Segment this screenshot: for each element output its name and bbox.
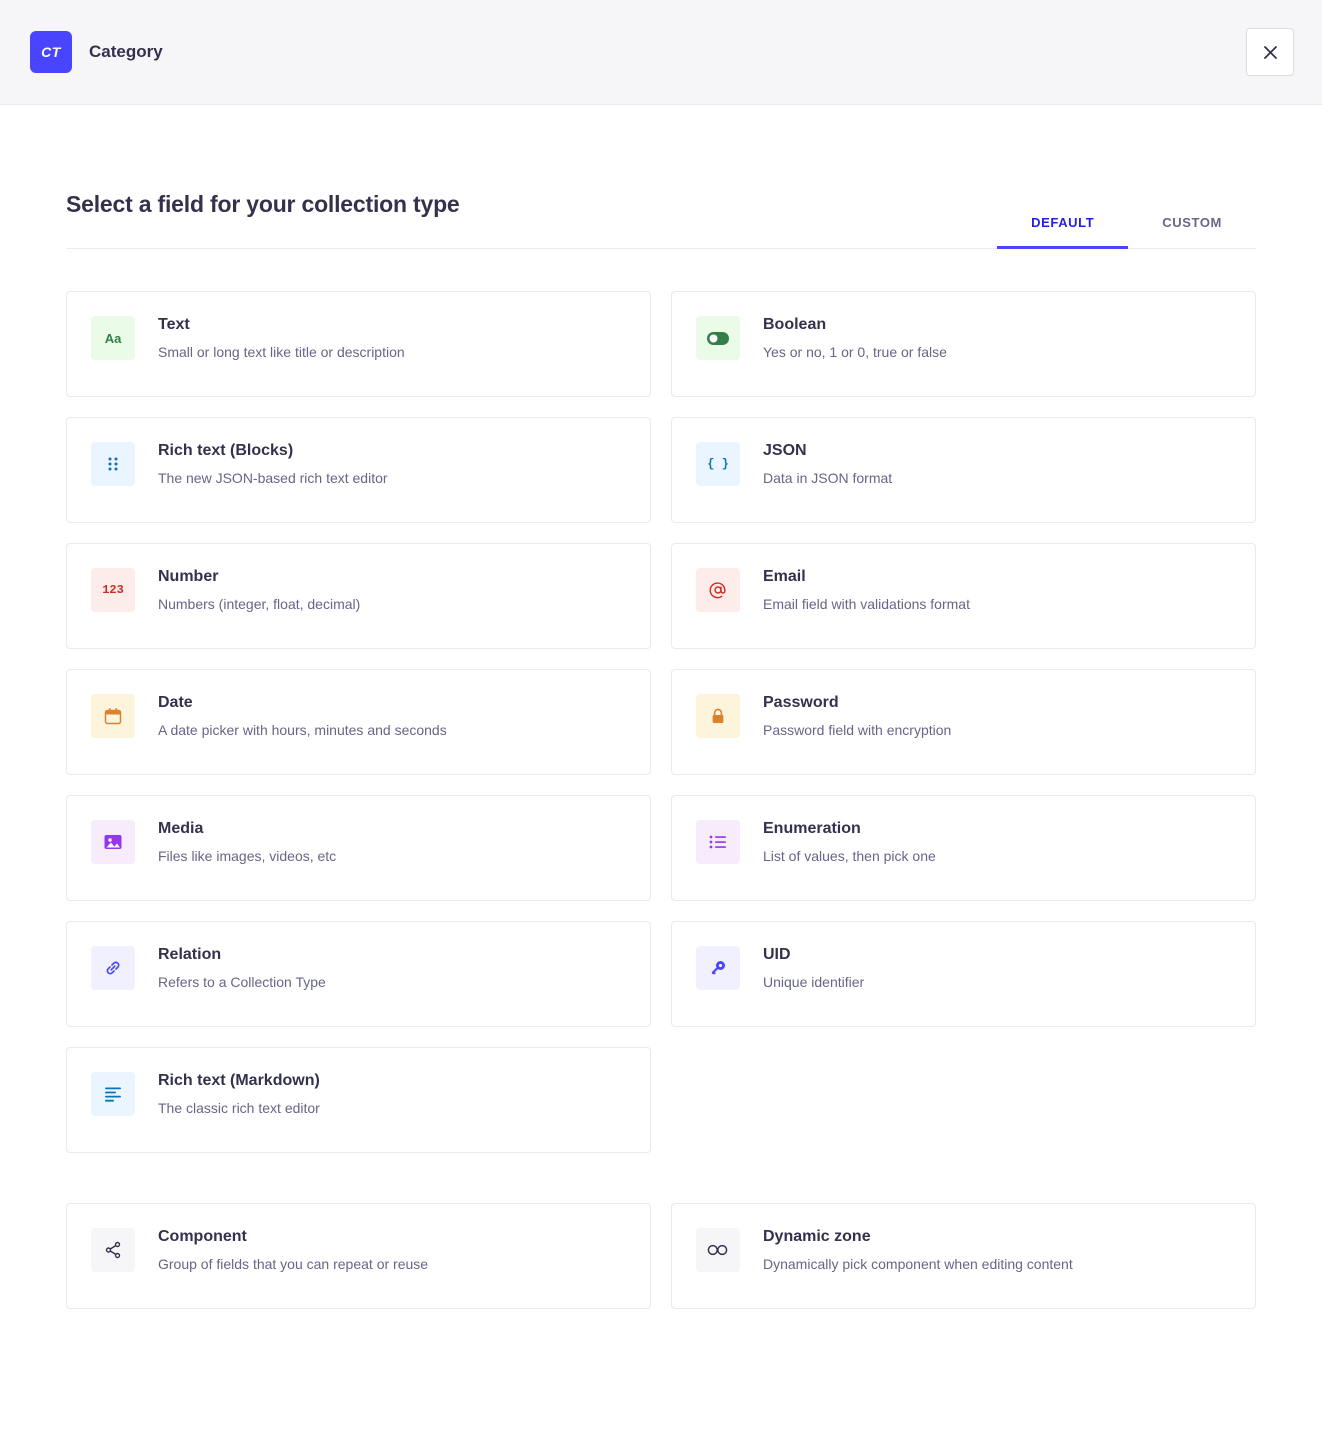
- list-icon: [696, 820, 740, 864]
- field-card-media[interactable]: [66, 795, 651, 901]
- field-card-description: Numbers (integer, float, decimal): [158, 596, 361, 613]
- at-sign-icon: [696, 568, 740, 612]
- image-icon: [91, 820, 135, 864]
- icon-glyph: Aa: [104, 330, 122, 346]
- header-left: [30, 31, 163, 73]
- tablist: [997, 215, 1256, 248]
- page-title: Select a field for your collection type: [66, 191, 460, 217]
- component-nodes-icon: [91, 1228, 135, 1272]
- field-card-text[interactable]: [66, 291, 651, 397]
- tab-custom[interactable]: CUSTOM: [1162, 215, 1222, 230]
- field-card-title: Email: [763, 568, 806, 585]
- field-card-description: The classic rich text editor: [158, 1100, 320, 1117]
- page-breadcrumb-title: Category: [89, 42, 163, 61]
- field-card-rich-text-markdown[interactable]: [66, 1047, 651, 1153]
- toggle-icon: [696, 316, 740, 360]
- field-card-title: Rich text (Markdown): [158, 1072, 320, 1089]
- title-and-tabs-row: [66, 191, 1256, 249]
- field-type-grid: [66, 291, 1256, 1153]
- field-card-description: Files like images, videos, etc: [158, 848, 337, 865]
- field-card-boolean[interactable]: [671, 291, 1256, 397]
- curly-braces-icon: [696, 442, 740, 486]
- field-card-title: Boolean: [763, 316, 827, 333]
- infinity-icon: [696, 1228, 740, 1272]
- field-card-dynamic-zone[interactable]: [671, 1203, 1256, 1309]
- key-icon: [696, 946, 740, 990]
- field-card-json[interactable]: [671, 417, 1256, 523]
- field-card-email[interactable]: [671, 543, 1256, 649]
- field-card-description: Refers to a Collection Type: [158, 974, 326, 991]
- align-left-icon: [91, 1072, 135, 1116]
- field-card-component[interactable]: [66, 1203, 651, 1309]
- blocks-dots-icon: [91, 442, 135, 486]
- field-card-number[interactable]: [66, 543, 651, 649]
- field-card-description: List of values, then pick one: [763, 848, 936, 865]
- calendar-icon: [91, 694, 135, 738]
- field-type-grid-secondary: [66, 1203, 1256, 1369]
- close-icon: [1263, 45, 1278, 60]
- close-button[interactable]: [1246, 28, 1294, 76]
- text-aa-icon: [91, 316, 135, 360]
- icon-glyph: { }: [707, 457, 729, 471]
- field-card-password[interactable]: [671, 669, 1256, 775]
- field-card-description: Password field with encryption: [763, 722, 952, 739]
- avatar: CT: [30, 31, 72, 73]
- modal-header: [0, 0, 1322, 105]
- field-card-title: JSON: [763, 442, 807, 459]
- field-card-description: Dynamically pick component when editing content: [763, 1256, 1073, 1273]
- field-card-description: Yes or no, 1 or 0, true or false: [763, 344, 947, 361]
- field-card-title: Text: [158, 316, 190, 333]
- field-card-description: Email field with validations format: [763, 596, 970, 613]
- field-card-date[interactable]: [66, 669, 651, 775]
- field-card-title: Relation: [158, 946, 222, 963]
- field-card-title: Media: [158, 820, 204, 837]
- field-card-title: Number: [158, 568, 219, 585]
- field-card-relation[interactable]: [66, 921, 651, 1027]
- field-card-enumeration[interactable]: [671, 795, 1256, 901]
- field-card-title: Rich text (Blocks): [158, 442, 294, 459]
- field-card-uid[interactable]: [671, 921, 1256, 1027]
- field-card-description: A date picker with hours, minutes and seconds: [158, 722, 447, 739]
- lock-icon: [696, 694, 740, 738]
- field-card-title: Enumeration: [763, 820, 861, 837]
- field-card-description: Small or long text like title or description: [158, 344, 405, 361]
- icon-glyph: 123: [102, 583, 124, 597]
- field-card-title: Date: [158, 694, 193, 711]
- field-card-rich-text-blocks[interactable]: [66, 417, 651, 523]
- tab-default[interactable]: DEFAULT: [997, 215, 1128, 249]
- field-card-description: The new JSON-based rich text editor: [158, 470, 388, 487]
- field-card-title: Dynamic zone: [763, 1228, 871, 1245]
- link-icon: [91, 946, 135, 990]
- number-123-icon: [91, 568, 135, 612]
- field-card-title: Password: [763, 694, 839, 711]
- field-card-title: UID: [763, 946, 791, 963]
- field-card-title: Component: [158, 1228, 247, 1245]
- field-card-description: Unique identifier: [763, 974, 865, 991]
- field-card-description: Data in JSON format: [763, 470, 893, 487]
- field-card-description: Group of fields that you can repeat or reuse: [158, 1256, 429, 1273]
- modal-body: [0, 105, 1322, 1369]
